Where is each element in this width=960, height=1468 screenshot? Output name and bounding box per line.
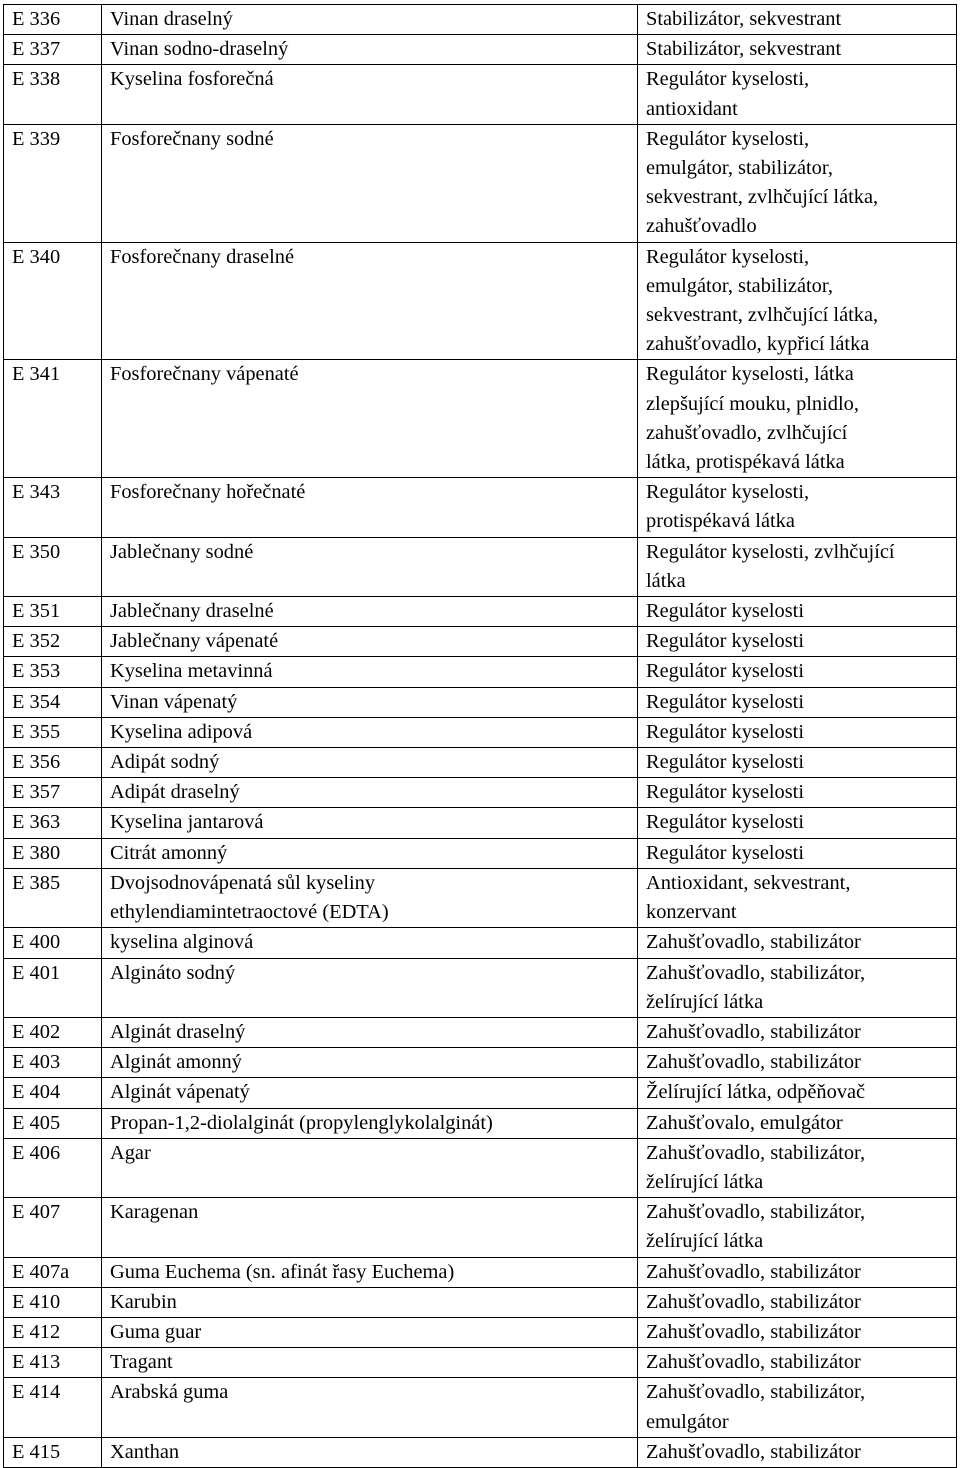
additive-function-cell: Zahušťovadlo, stabilizátor xyxy=(638,1437,957,1467)
table-row xyxy=(4,360,957,478)
additive-name-cell: Xanthan xyxy=(102,1437,638,1467)
table-row xyxy=(4,748,957,778)
additive-name-cell: Tragant xyxy=(102,1348,638,1378)
additive-name-cell: Kyselina fosforečná xyxy=(102,65,638,124)
additive-name-cell: Karagenan xyxy=(102,1198,638,1257)
e-code-cell: E 341 xyxy=(4,360,102,478)
additive-name-cell: Vinan vápenatý xyxy=(102,687,638,717)
e-code-cell: E 337 xyxy=(4,35,102,65)
additive-name-cell: Kyselina metavinná xyxy=(102,657,638,687)
table-row xyxy=(4,1048,957,1078)
table-row xyxy=(4,627,957,657)
additive-name-cell: Fosforečnany hořečnaté xyxy=(102,478,638,537)
additive-function-cell: Regulátor kyselosti, zvlhčující látka xyxy=(638,537,957,596)
additive-function-cell: Regulátor kyselosti, emulgátor, stabilizátor, sekvestrant, zvlhčující látka, zahušťovadlo, kypřicí látka xyxy=(638,242,957,360)
e-code-cell: E 336 xyxy=(4,5,102,35)
e-code-cell: E 413 xyxy=(4,1348,102,1378)
additive-function-cell: Zahušťovadlo, stabilizátor xyxy=(638,1017,957,1047)
additive-name-cell: Adipát draselný xyxy=(102,778,638,808)
additive-function-cell: Regulátor kyselosti xyxy=(638,717,957,747)
additive-name-cell: Alginát amonný xyxy=(102,1048,638,1078)
additive-name-cell: Karubin xyxy=(102,1287,638,1317)
table-row xyxy=(4,478,957,537)
additive-name-cell: kyselina alginová xyxy=(102,928,638,958)
additive-function-cell: Zahušťovadlo, stabilizátor, emulgátor xyxy=(638,1378,957,1437)
table-row xyxy=(4,242,957,360)
table-row xyxy=(4,717,957,747)
table-row xyxy=(4,808,957,838)
additive-function-cell: Zahušťovadlo, stabilizátor xyxy=(638,1348,957,1378)
additive-function-cell: Regulátor kyselosti xyxy=(638,838,957,868)
table-row xyxy=(4,1317,957,1347)
additive-name-cell: Adipát sodný xyxy=(102,748,638,778)
additive-function-cell: Regulátor kyselosti xyxy=(638,778,957,808)
additive-function-cell: Regulátor kyselosti, emulgátor, stabilizátor, sekvestrant, zvlhčující látka, zahušťovadlo xyxy=(638,124,957,242)
e-code-cell: E 355 xyxy=(4,717,102,747)
additive-function-cell: Želírující látka, odpěňovač xyxy=(638,1078,957,1108)
additive-function-cell: Stabilizátor, sekvestrant xyxy=(638,5,957,35)
e-code-cell: E 353 xyxy=(4,657,102,687)
additive-name-cell: Fosforečnany draselné xyxy=(102,242,638,360)
additive-name-cell: Agar xyxy=(102,1138,638,1197)
e-code-cell: E 338 xyxy=(4,65,102,124)
additive-function-cell: Regulátor kyselosti xyxy=(638,657,957,687)
additive-function-cell: Zahušťovadlo, stabilizátor xyxy=(638,928,957,958)
e-code-cell: E 407a xyxy=(4,1257,102,1287)
table-row xyxy=(4,1198,957,1257)
table-row xyxy=(4,35,957,65)
additive-name-cell: Guma guar xyxy=(102,1317,638,1347)
e-code-cell: E 356 xyxy=(4,748,102,778)
e-code-cell: E 412 xyxy=(4,1317,102,1347)
e-code-cell: E 380 xyxy=(4,838,102,868)
table-row xyxy=(4,1287,957,1317)
table-row xyxy=(4,537,957,596)
additive-function-cell: Regulátor kyselosti, látka zlepšující mouku, plnidlo, zahušťovadlo, zvlhčující látka, protispékavá látka xyxy=(638,360,957,478)
e-code-cell: E 351 xyxy=(4,597,102,627)
additive-name-cell: Arabská guma xyxy=(102,1378,638,1437)
e-code-cell: E 415 xyxy=(4,1437,102,1467)
additive-function-cell: Regulátor kyselosti, antioxidant xyxy=(638,65,957,124)
table-row xyxy=(4,778,957,808)
additive-name-cell: Jablečnany draselné xyxy=(102,597,638,627)
table-row xyxy=(4,1378,957,1437)
e-code-cell: E 404 xyxy=(4,1078,102,1108)
table-row xyxy=(4,1138,957,1197)
table-row xyxy=(4,1017,957,1047)
additive-name-cell: Citrát amonný xyxy=(102,838,638,868)
additive-function-cell: Regulátor kyselosti, protispékavá látka xyxy=(638,478,957,537)
additive-function-cell: Zahušťovadlo, stabilizátor xyxy=(638,1317,957,1347)
additive-name-cell: Fosforečnany sodné xyxy=(102,124,638,242)
table-row xyxy=(4,838,957,868)
additive-name-cell: Fosforečnany vápenaté xyxy=(102,360,638,478)
additive-function-cell: Regulátor kyselosti xyxy=(638,597,957,627)
additive-name-cell: Kyselina adipová xyxy=(102,717,638,747)
e-code-cell: E 402 xyxy=(4,1017,102,1047)
e-code-cell: E 352 xyxy=(4,627,102,657)
additive-name-cell: Alginát draselný xyxy=(102,1017,638,1047)
additive-name-cell: Vinan sodno-draselný xyxy=(102,35,638,65)
e-code-cell: E 400 xyxy=(4,928,102,958)
table-row xyxy=(4,1257,957,1287)
table-row xyxy=(4,597,957,627)
additive-function-cell: Regulátor kyselosti xyxy=(638,808,957,838)
e-code-cell: E 403 xyxy=(4,1048,102,1078)
additive-name-cell: Algináto sodný xyxy=(102,958,638,1017)
e-code-cell: E 410 xyxy=(4,1287,102,1317)
additive-function-cell: Zahušťovalo, emulgátor xyxy=(638,1108,957,1138)
table-row xyxy=(4,1108,957,1138)
e-code-cell: E 385 xyxy=(4,868,102,927)
additive-name-cell: Vinan draselný xyxy=(102,5,638,35)
e-code-cell: E 339 xyxy=(4,124,102,242)
table-row xyxy=(4,868,957,927)
table-row xyxy=(4,1437,957,1467)
additive-function-cell: Zahušťovadlo, stabilizátor xyxy=(638,1287,957,1317)
e-code-cell: E 357 xyxy=(4,778,102,808)
additive-name-cell: Propan-1,2-diolalginát (propylenglykolalginát) xyxy=(102,1108,638,1138)
e-code-cell: E 340 xyxy=(4,242,102,360)
additive-function-cell: Zahušťovadlo, stabilizátor xyxy=(638,1257,957,1287)
table-row xyxy=(4,65,957,124)
additive-function-cell: Zahušťovadlo, stabilizátor xyxy=(638,1048,957,1078)
table-row xyxy=(4,687,957,717)
e-code-cell: E 363 xyxy=(4,808,102,838)
additive-function-cell: Stabilizátor, sekvestrant xyxy=(638,35,957,65)
additive-name-cell: Alginát vápenatý xyxy=(102,1078,638,1108)
e-code-cell: E 350 xyxy=(4,537,102,596)
additives-table xyxy=(3,4,957,1468)
e-code-cell: E 343 xyxy=(4,478,102,537)
e-code-cell: E 407 xyxy=(4,1198,102,1257)
table-row xyxy=(4,124,957,242)
additives-table-body xyxy=(4,5,957,1468)
table-row xyxy=(4,5,957,35)
e-code-cell: E 401 xyxy=(4,958,102,1017)
additive-name-cell: Jablečnany sodné xyxy=(102,537,638,596)
additive-function-cell: Zahušťovadlo, stabilizátor, želírující látka xyxy=(638,958,957,1017)
table-row xyxy=(4,657,957,687)
additive-function-cell: Regulátor kyselosti xyxy=(638,748,957,778)
table-row xyxy=(4,1348,957,1378)
e-code-cell: E 414 xyxy=(4,1378,102,1437)
table-row xyxy=(4,1078,957,1108)
additive-name-cell: Kyselina jantarová xyxy=(102,808,638,838)
additive-function-cell: Regulátor kyselosti xyxy=(638,627,957,657)
e-code-cell: E 405 xyxy=(4,1108,102,1138)
additive-function-cell: Zahušťovadlo, stabilizátor, želírující látka xyxy=(638,1198,957,1257)
e-code-cell: E 354 xyxy=(4,687,102,717)
additive-function-cell: Antioxidant, sekvestrant, konzervant xyxy=(638,868,957,927)
additive-name-cell: Jablečnany vápenaté xyxy=(102,627,638,657)
additive-function-cell: Regulátor kyselosti xyxy=(638,687,957,717)
e-code-cell: E 406 xyxy=(4,1138,102,1197)
table-row xyxy=(4,928,957,958)
additive-function-cell: Zahušťovadlo, stabilizátor, želírující látka xyxy=(638,1138,957,1197)
table-row xyxy=(4,958,957,1017)
additive-name-cell: Guma Euchema (sn. afinát řasy Euchema) xyxy=(102,1257,638,1287)
additive-name-cell: Dvojsodnovápenatá sůl kyseliny ethylendiamintetraoctové (EDTA) xyxy=(102,868,638,927)
